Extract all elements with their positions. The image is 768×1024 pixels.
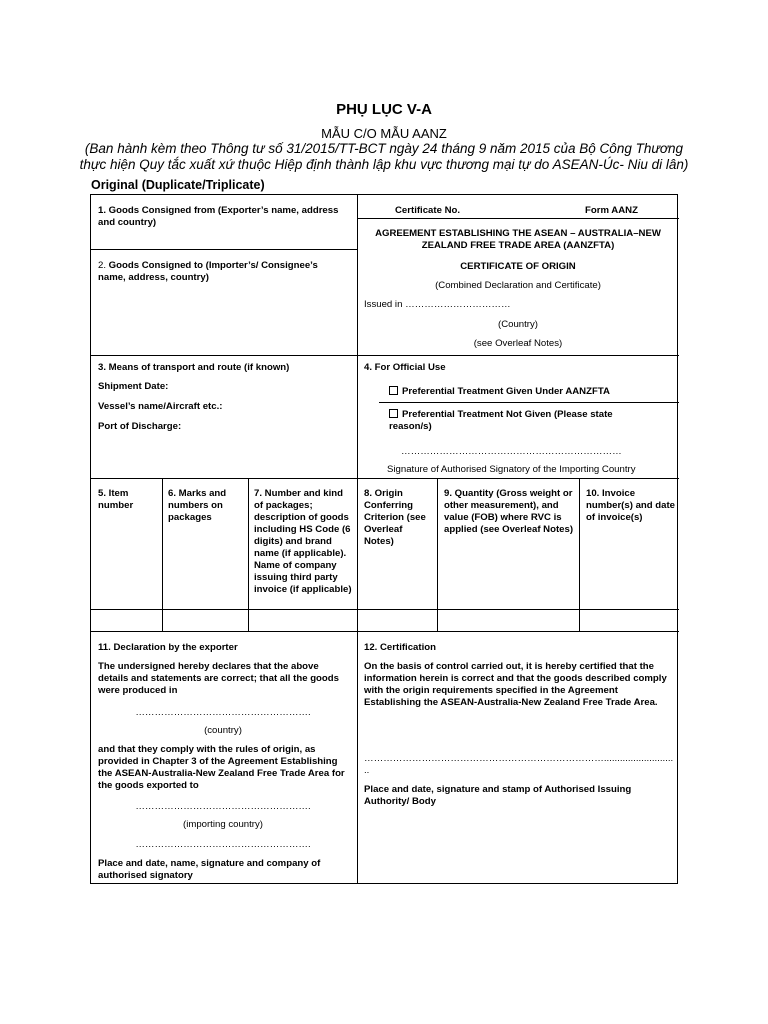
box4-signature-caption: Signature of Authorised Signatory of the Importing Country (387, 464, 636, 475)
combined-note: (Combined Declaration and Certificate) (435, 280, 601, 291)
certificate-form (90, 194, 678, 884)
box1-label: 1. Goods Consigned from (Exporter’s name, address and country) (98, 205, 339, 228)
box11-signature-dots: ………………………………………………. (135, 839, 311, 850)
box11-place-date-label: Place and date, name, signature and company of authorised signatory (98, 858, 321, 881)
certificate-of-origin-title: CERTIFICATE OF ORIGIN (460, 261, 576, 272)
box12-label: 12. Certification (364, 642, 436, 653)
original-label: Original (Duplicate/Triplicate) (91, 178, 265, 192)
issued-in-line: Issued in …………………………… (364, 299, 511, 310)
divider-col-6-7 (248, 478, 249, 631)
column-invoice: 10. Invoice number(s) and date of invoice(s) (586, 488, 676, 523)
vessel-label: Vessel’s name/Aircraft etc.: (98, 401, 223, 412)
box12-signature-dots: ………………………………………………………………….......................... (364, 753, 674, 764)
box11-country-dots: ………………………………………………. (135, 707, 311, 718)
option-preferential-not-given[interactable]: Preferential Treatment Not Given (Please state reason/s) (389, 409, 613, 432)
divider-col-8-9 (437, 478, 438, 631)
divider-row-transport (91, 355, 679, 356)
certificate-no-label: Certificate No. (395, 205, 461, 216)
box4-label: 4. For Official Use (364, 362, 446, 373)
option-preferential-given[interactable]: Preferential Treatment Given Under AANZFTA (389, 386, 669, 398)
box11-country-caption: (country) (204, 725, 242, 736)
box11-label: 11. Declaration by the exporter (98, 642, 238, 653)
box11-rules-text: and that they comply with the rules of origin, as provided in Chapter 3 of the Agreement Establishing the ASEAN-Australia-New Zealand Free Trade Area for the goods exported to (98, 744, 345, 791)
column-quantity-value: 9. Quantity (Gross weight or other measurement), and value (FOB) where RVC is applied (see Overleaf Notes) (444, 488, 574, 535)
box4-signature-dots: …………………………………………………………… (401, 446, 622, 457)
form-aanz-label: Form AANZ (585, 205, 638, 216)
divider-col-7-8 (357, 478, 358, 884)
shipment-date-label: Shipment Date: (98, 381, 169, 392)
box11-declaration-text: The undersigned hereby declares that the above details and statements are correct; that all the goods were produced in (98, 661, 339, 696)
box11-importing-caption: (importing country) (183, 819, 263, 830)
page-title: PHỤ LỤC V-A (336, 101, 432, 118)
divider-col-5-6 (162, 478, 163, 631)
divider-box1-box2 (91, 249, 357, 250)
box2-label: 2. Goods Consigned to (Importer’s/ Consignee’s name, address, country) (98, 260, 318, 283)
country-caption: (Country) (498, 319, 538, 330)
divider-row-content (91, 609, 679, 610)
column-marks-numbers: 6. Marks and numbers on packages (168, 488, 227, 523)
port-of-discharge-label: Port of Discharge: (98, 421, 182, 432)
divider-col-9-10 (579, 478, 580, 631)
overleaf-note: (see Overleaf Notes) (473, 338, 563, 349)
box12-certification-text: On the basis of control carried out, it is hereby certified that the information herein is correct and that the goods described comply with the origin requirements specified in the Agreement Establishing the ASEAN-Australia-New Zealand Free Trade Area. (364, 661, 667, 708)
divider-row-declaration (91, 631, 679, 632)
column-goods-description: 7. Number and kind of packages; description of goods including HS Code (6 digits) and brand name (if applicable). Name of company issuing third party invoice (if applicable) (254, 488, 352, 595)
issuance-note: (Ban hành kèm theo Thông tư số 31/2015/TT-BCT ngày 24 tháng 9 năm 2015 của Bộ Công Thương thực hiện Quy tắc xuất xứ thuộc Hiệp định thành lập khu vực thương mại tự do ASEAN-Úc- Niu di lân) (79, 141, 689, 172)
column-item-number: 5. Item number (98, 488, 134, 511)
column-origin-criterion: 8. Origin Conferring Criterion (see Overleaf Notes) (364, 488, 426, 547)
box12-place-date-label: Place and date, signature and stamp of Authorised Issuing Authority/ Body (364, 784, 632, 807)
box11-importing-dots: ………………………………………………. (135, 801, 311, 812)
divider-option1 (379, 402, 679, 403)
divider-main-vertical-top (357, 195, 358, 478)
divider-row-columns (91, 478, 679, 479)
checkbox-icon[interactable] (389, 409, 398, 418)
checkbox-icon[interactable] (389, 386, 398, 395)
box12-signature-dots-tail: .. (364, 765, 370, 776)
divider-cert-header (357, 218, 679, 219)
form-subtitle: MẪU C/O MẪU AANZ (321, 126, 447, 141)
agreement-title: AGREEMENT ESTABLISHING THE ASEAN – AUSTRALIA–NEW ZEALAND FREE TRADE AREA (AANZFTA) (375, 228, 661, 251)
box3-label: 3. Means of transport and route (if known) (98, 362, 290, 373)
